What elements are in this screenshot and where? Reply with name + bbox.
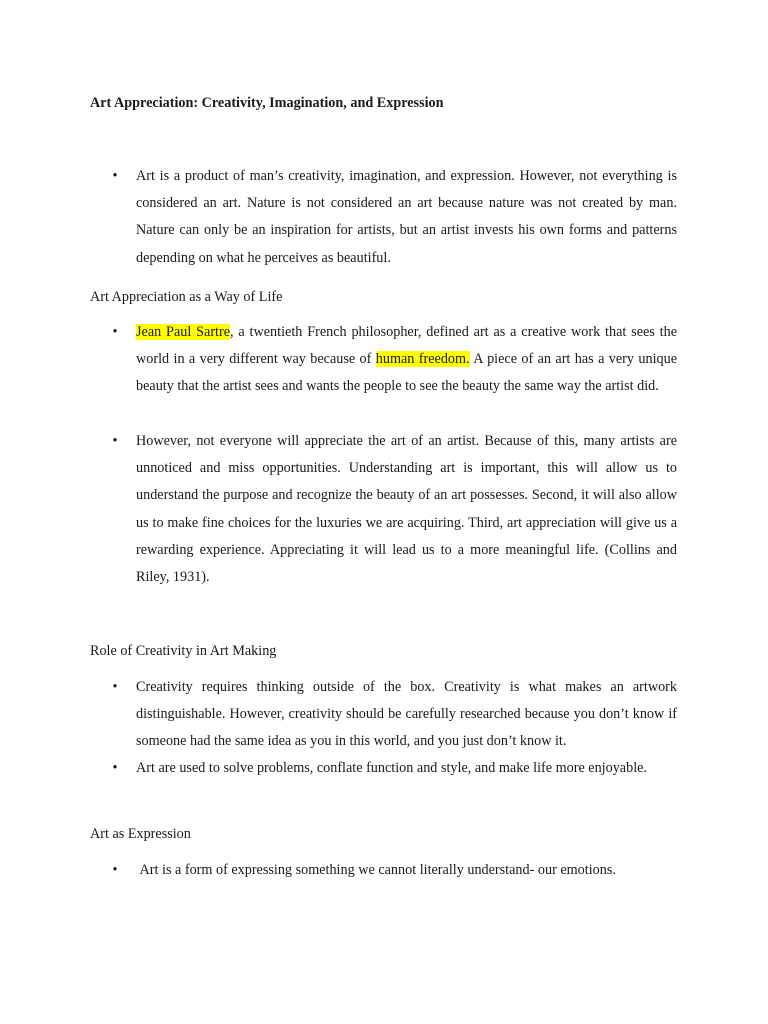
list-item-expression	[112, 857, 677, 884]
bullet-icon: •	[112, 324, 118, 340]
bullet-text: Art is a form of expressing something we cannot literally understand- our emotions.	[136, 862, 616, 878]
bullet-icon: •	[112, 168, 118, 184]
highlighted-text-human-freedom: human freedom.	[375, 351, 470, 368]
bullet-text: However, not everyone will appreciate the art of an artist. Because of this, many artists are unnoticed and miss opportunities. Understanding art is important, this will allow us to understand the purpose and recognize the beauty of an art possesses. Second, it will also allow us to make fine choices for the luxuries we are acquiring. Third, art appreciation will give us a rewarding experience. Appreciating it will lead us to a more meaningful life. (Collins and Riley, 1931).	[136, 433, 677, 586]
bullet-text: A piece of an art has a very unique beauty that the artist sees and wants the people to see the beauty the same way the artist did.	[136, 351, 677, 395]
list-item-creativity	[112, 674, 677, 756]
list-item-sartre	[112, 319, 677, 401]
bullet-text: , a twentieth French philosopher, defined art as a creative work that sees the world in a very different way because of	[136, 324, 677, 368]
highlighted-text-sartre: Jean Paul Sartre	[136, 324, 231, 340]
section-heading-way-of-life: Art Appreciation as a Way of Life	[90, 289, 283, 305]
section-heading-expression: Art as Expression	[90, 826, 191, 842]
bullet-icon: •	[112, 433, 118, 449]
bullet-icon: •	[112, 862, 118, 878]
bullet-icon: •	[112, 760, 118, 776]
list-item-intro	[112, 163, 677, 272]
bullet-text: Art are used to solve problems, conflate function and style, and make life more enjoyable.	[136, 760, 647, 776]
section-heading-creativity: Role of Creativity in Art Making	[90, 643, 277, 659]
page-title: Art Appreciation: Creativity, Imagination, and Expression	[90, 95, 444, 111]
bullet-text: Creativity requires thinking outside of the box. Creativity is what makes an artwork distinguishable. However, creativity should be carefully researched because you don’t know if someone had the same idea as you in this world, and you just don’t know it.	[136, 679, 677, 750]
bullet-icon: •	[112, 679, 118, 695]
bullet-text: Art is a product of man’s creativity, imagination, and expression. However, not everything is considered an art. Nature is not considered an art because nature was not created by man. Nature can only be an inspiration for artists, but an artist invests his own forms and patterns depending on what he perceives as beautiful.	[136, 168, 677, 266]
list-item-appreciation	[112, 428, 677, 591]
list-item-art-uses	[112, 755, 677, 782]
